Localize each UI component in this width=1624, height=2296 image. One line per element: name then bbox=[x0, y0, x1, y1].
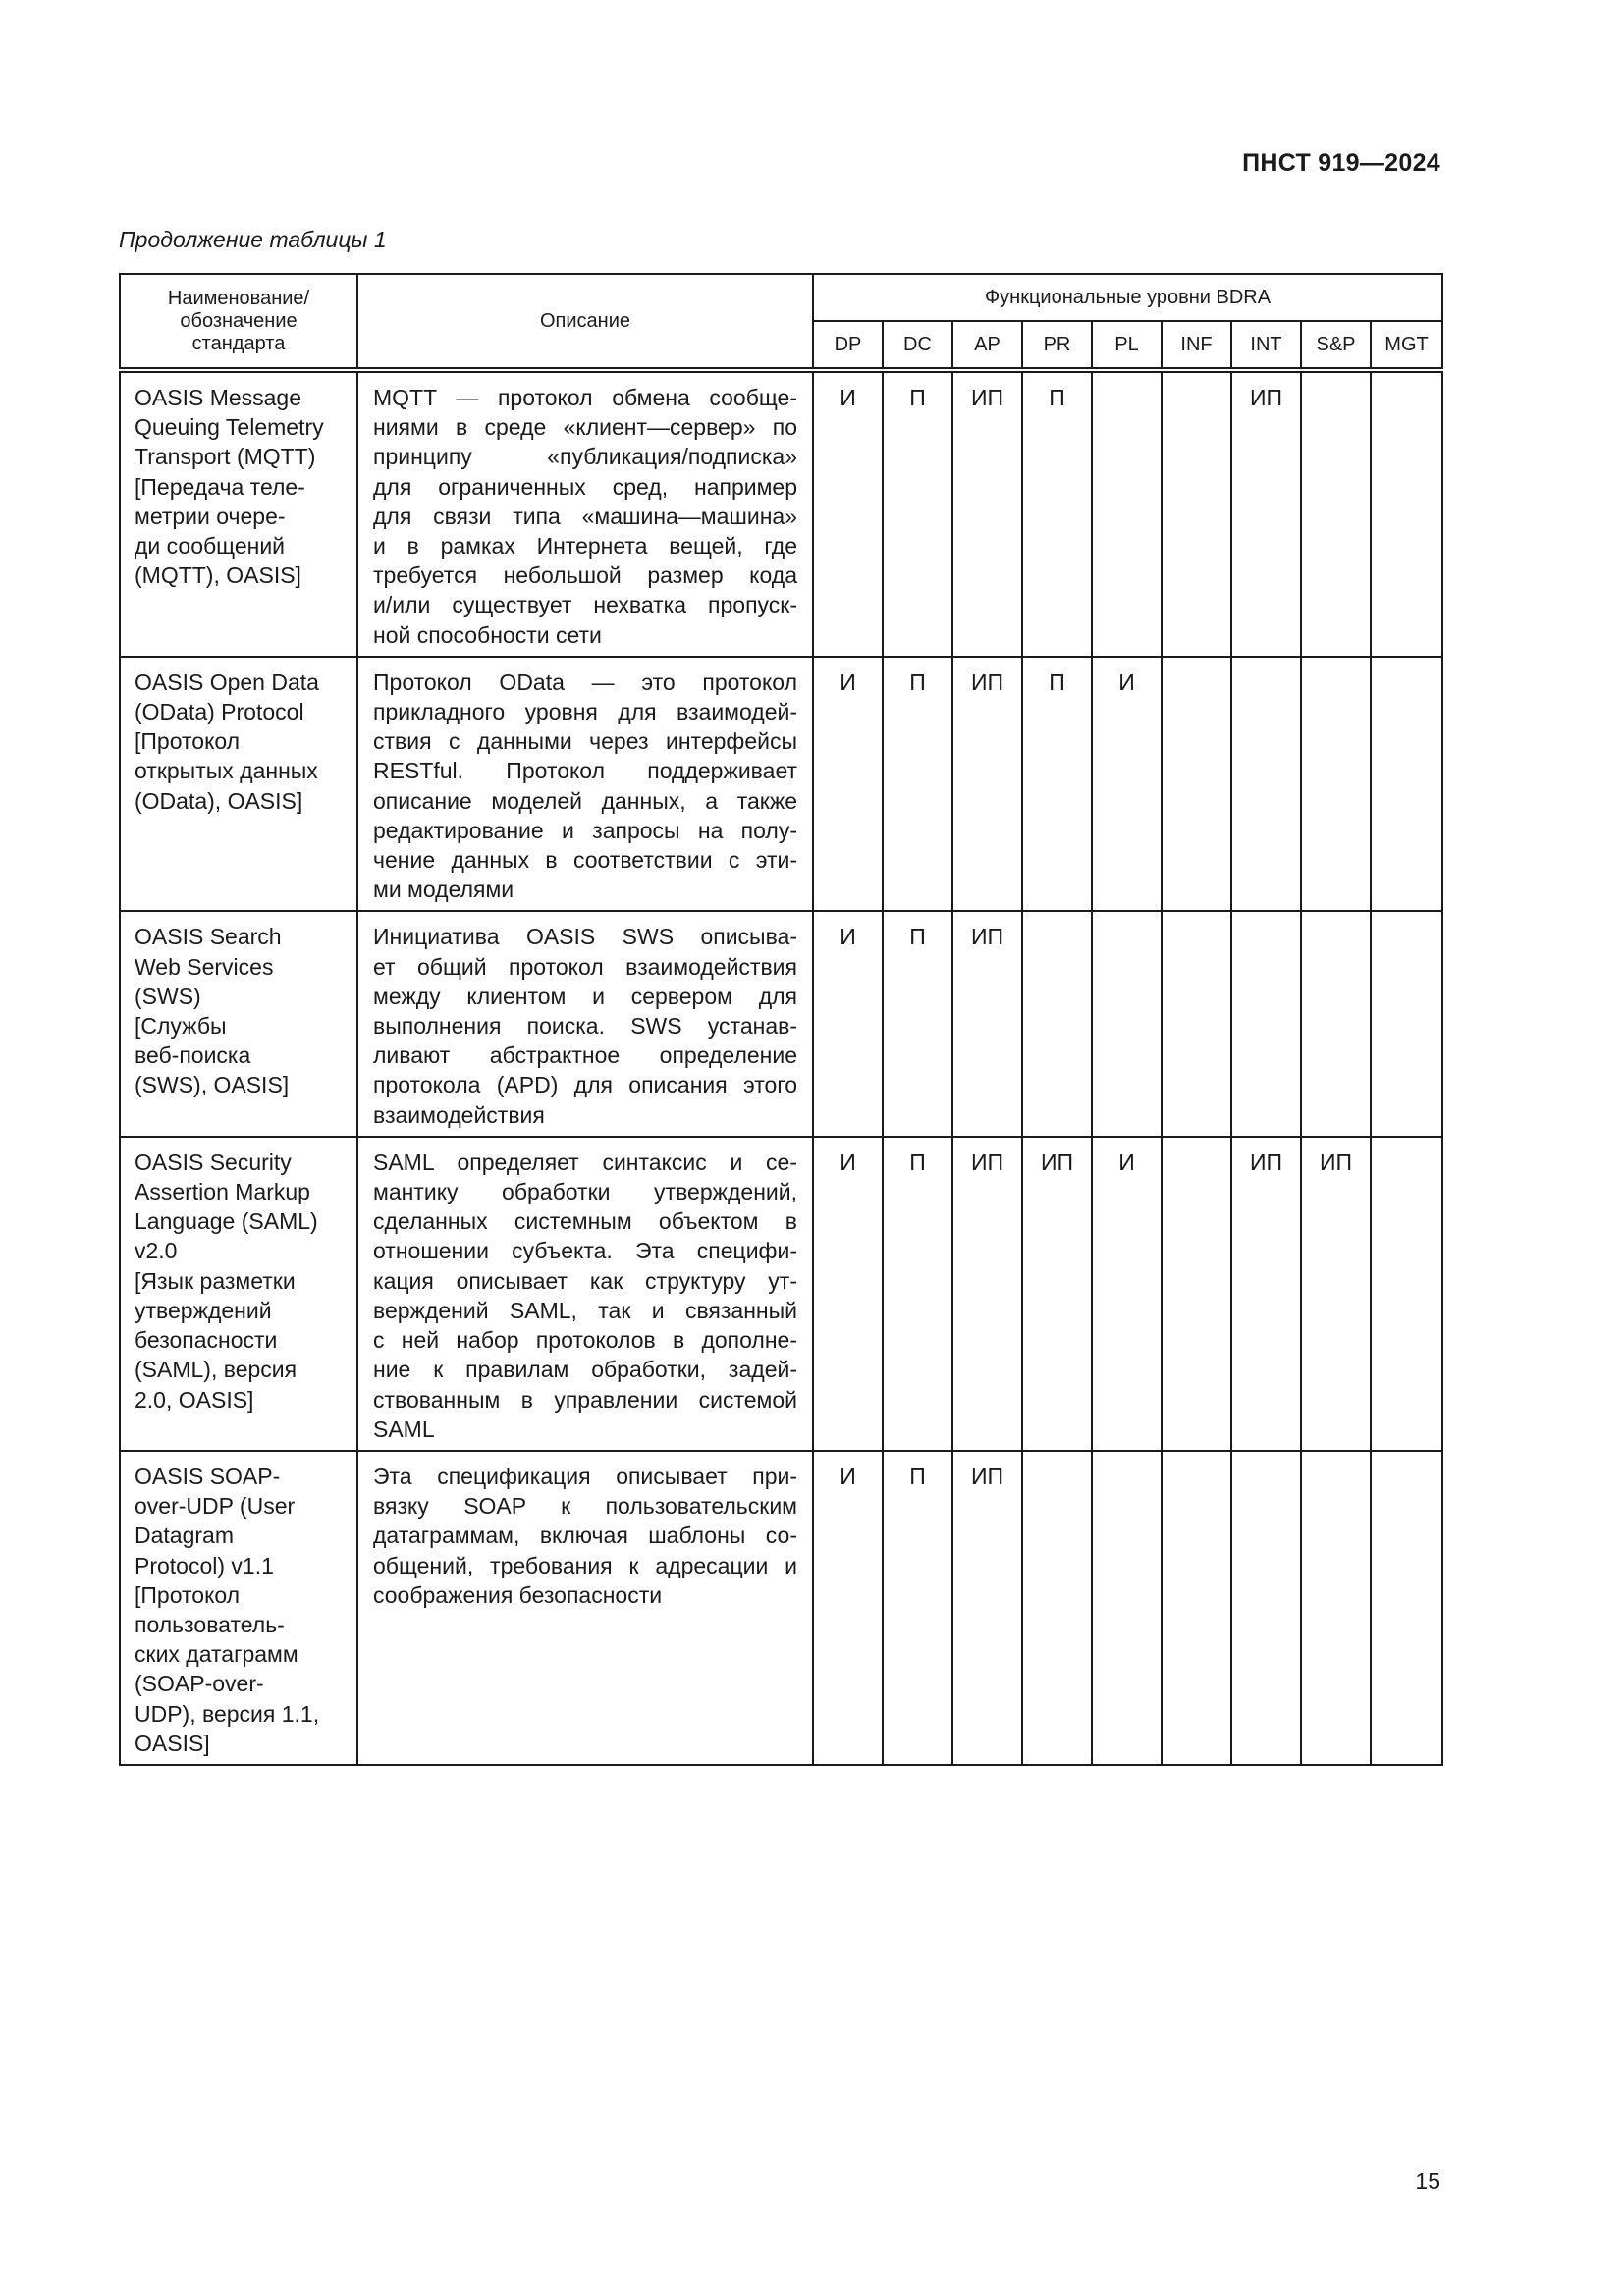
page-number: 15 bbox=[1415, 2168, 1440, 2194]
description-line: SAML определяет синтаксис и се- bbox=[373, 1148, 797, 1175]
standard-name-line: UDP), версия 1.1, bbox=[135, 1700, 320, 1727]
table-row bbox=[120, 657, 1442, 912]
level-cell-pr bbox=[1022, 911, 1092, 1136]
standard-name-line: [Службы bbox=[135, 1013, 227, 1040]
level-header-ap: AP bbox=[952, 321, 1022, 370]
level-cell-mgt bbox=[1371, 657, 1442, 912]
description-line: соображения безопасности bbox=[373, 1581, 663, 1608]
description-line: вязку SOAP к пользовательским bbox=[373, 1493, 797, 1520]
description-line: Инициатива OASIS SWS описыва- bbox=[373, 924, 797, 950]
level-cell-mgt bbox=[1371, 370, 1442, 657]
level-header-int: INT bbox=[1231, 321, 1301, 370]
standard-name-cell bbox=[120, 1137, 357, 1451]
level-header-sp: S&P bbox=[1301, 321, 1371, 370]
description-line: чение данных в соответствии с эти- bbox=[373, 847, 797, 874]
level-cell-dp: И bbox=[813, 1137, 883, 1451]
description-line: SAML bbox=[373, 1415, 435, 1442]
description-line: ной способности сети bbox=[373, 621, 602, 648]
level-cell-pr: П bbox=[1022, 370, 1092, 657]
level-header-mgt: MGT bbox=[1371, 321, 1442, 370]
description-line: и в рамках Интернета вещей, где bbox=[373, 533, 797, 560]
level-header-dc: DC bbox=[883, 321, 952, 370]
description-line: прикладного уровня для взаимодей- bbox=[373, 699, 797, 725]
standard-name-line: утверждений bbox=[135, 1297, 272, 1323]
level-header-dp: DP bbox=[813, 321, 883, 370]
standard-name-line: пользователь- bbox=[135, 1611, 285, 1637]
standard-name-line: (SOAP-over- bbox=[135, 1671, 264, 1697]
level-cell-sp bbox=[1301, 1451, 1371, 1765]
level-cell-int bbox=[1231, 1451, 1301, 1765]
standard-name-line: OASIS] bbox=[135, 1730, 210, 1756]
description-line: общений, требования к адресации и bbox=[373, 1552, 797, 1578]
level-cell-inf bbox=[1162, 370, 1231, 657]
description-line: ствия с данными через интерфейсы bbox=[373, 728, 797, 755]
standard-name-line: метрии очере- bbox=[135, 503, 286, 529]
standard-name-line: [Протокол bbox=[135, 728, 241, 755]
level-cell-mgt bbox=[1371, 1137, 1442, 1451]
description-line: верждений SAML, так и связанный bbox=[373, 1297, 797, 1323]
description-cell bbox=[357, 1137, 813, 1451]
level-header-pl: PL bbox=[1092, 321, 1162, 370]
standard-name-line: (SWS), OASIS] bbox=[135, 1072, 290, 1098]
level-cell-pl: И bbox=[1092, 1137, 1162, 1451]
description-line: и/или существует нехватка пропуск- bbox=[373, 592, 797, 618]
description-cell bbox=[357, 1451, 813, 1765]
description-line: для связи типа «машина—машина» bbox=[373, 503, 797, 529]
standard-name-line: OASIS Message bbox=[135, 385, 302, 410]
standard-name-line: (SAML), версия bbox=[135, 1357, 298, 1383]
column-group-header-levels: Функциональные уровни BDRA bbox=[813, 274, 1442, 321]
standard-name-line: OASIS SOAP- bbox=[135, 1463, 281, 1489]
level-cell-inf bbox=[1162, 1451, 1231, 1765]
standard-name-cell bbox=[120, 911, 357, 1136]
standard-name-line: v2.0 bbox=[135, 1238, 178, 1264]
standard-name-line: открытых данных bbox=[135, 758, 318, 784]
standard-name-line: безопасности bbox=[135, 1327, 278, 1354]
table-row bbox=[120, 1451, 1442, 1765]
column-header-name: Наименование/ обозначение стандарта bbox=[120, 274, 357, 370]
level-cell-pl bbox=[1092, 911, 1162, 1136]
level-cell-ap: ИП bbox=[952, 911, 1022, 1136]
standard-name-line: [Передача теле- bbox=[135, 473, 305, 500]
table-row bbox=[120, 370, 1442, 657]
table-row bbox=[120, 911, 1442, 1136]
standard-name-line: (OData), OASIS] bbox=[135, 787, 303, 814]
level-cell-inf bbox=[1162, 911, 1231, 1136]
level-cell-sp: ИП bbox=[1301, 1137, 1371, 1451]
level-cell-int: ИП bbox=[1231, 370, 1301, 657]
level-cell-pl bbox=[1092, 1451, 1162, 1765]
level-cell-inf bbox=[1162, 657, 1231, 912]
standard-name-line: OASIS Search bbox=[135, 924, 282, 950]
description-line: ливают абстрактное определение bbox=[373, 1042, 797, 1069]
standard-name-line: ди сообщений bbox=[135, 533, 286, 560]
description-line: между клиентом и сервером для bbox=[373, 983, 797, 1009]
description-line: RESTful. Протокол поддерживает bbox=[373, 758, 797, 784]
description-line: Эта спецификация описывает при- bbox=[373, 1463, 797, 1489]
description-line: сделанных системным объектом в bbox=[373, 1208, 797, 1235]
level-cell-ap: ИП bbox=[952, 657, 1022, 912]
description-line: протокола (APD) для описания этого bbox=[373, 1072, 797, 1098]
standard-name-line: (MQTT), OASIS] bbox=[135, 562, 301, 589]
description-line: датаграммам, включая шаблоны со- bbox=[373, 1522, 797, 1549]
level-cell-pr: ИП bbox=[1022, 1137, 1092, 1451]
document-code: ПНСТ 919—2024 bbox=[1242, 149, 1440, 177]
description-line: взаимодействия bbox=[373, 1101, 545, 1128]
standard-name-line: 2.0, OASIS] bbox=[135, 1386, 254, 1413]
level-cell-dc: П bbox=[883, 1137, 952, 1451]
table-caption: Продолжение таблицы 1 bbox=[119, 227, 387, 252]
standard-name-line: Queuing Telemetry bbox=[135, 414, 324, 441]
level-cell-pl bbox=[1092, 370, 1162, 657]
description-line: редактирование и запросы на полу- bbox=[373, 817, 797, 843]
standard-name-cell bbox=[120, 370, 357, 657]
standard-name-line: over-UDP (User bbox=[135, 1493, 296, 1520]
standard-name-line: Language (SAML) bbox=[135, 1208, 318, 1235]
description-line: ствованным в управлении системой bbox=[373, 1386, 797, 1413]
standard-name-line: Protocol) v1.1 bbox=[135, 1552, 274, 1578]
level-cell-dp: И bbox=[813, 1451, 883, 1765]
level-cell-int: ИП bbox=[1231, 1137, 1301, 1451]
level-cell-inf bbox=[1162, 1137, 1231, 1451]
standard-name-line: [Язык разметки bbox=[135, 1267, 296, 1294]
standard-name-line: Transport (MQTT) bbox=[135, 444, 316, 470]
description-line: для ограниченных сред, например bbox=[373, 473, 797, 500]
level-cell-dc: П bbox=[883, 911, 952, 1136]
level-cell-sp bbox=[1301, 911, 1371, 1136]
level-cell-pl: И bbox=[1092, 657, 1162, 912]
standard-name-line: ских датаграмм bbox=[135, 1641, 298, 1668]
standard-name-line: OASIS Security bbox=[135, 1148, 292, 1175]
description-line: отношении субъекта. Эта специфи- bbox=[373, 1238, 797, 1264]
level-header-inf: INF bbox=[1162, 321, 1231, 370]
description-line: ние к правилам обработки, задей- bbox=[373, 1357, 797, 1383]
level-cell-dc: П bbox=[883, 1451, 952, 1765]
table-row bbox=[120, 1137, 1442, 1451]
description-line: с ней набор протоколов в дополне- bbox=[373, 1327, 797, 1354]
standard-name-line: (SWS) bbox=[135, 983, 201, 1009]
standard-name-line: Web Services bbox=[135, 953, 274, 980]
description-line: принципу «публикация/подписка» bbox=[373, 444, 797, 470]
standard-name-line: OASIS Open Data bbox=[135, 668, 319, 695]
table-body bbox=[120, 370, 1442, 1765]
table-header bbox=[120, 274, 1442, 370]
level-cell-pr: П bbox=[1022, 657, 1092, 912]
level-cell-ap: ИП bbox=[952, 1451, 1022, 1765]
level-cell-ap: ИП bbox=[952, 1137, 1022, 1451]
level-cell-dp: И bbox=[813, 657, 883, 912]
level-cell-dc: П bbox=[883, 370, 952, 657]
description-line: ет общий протокол взаимодействия bbox=[373, 953, 797, 980]
standard-name-line: веб-поиска bbox=[135, 1042, 251, 1069]
level-cell-mgt bbox=[1371, 1451, 1442, 1765]
level-cell-pr bbox=[1022, 1451, 1092, 1765]
description-line: ниями в среде «клиент—сервер» по bbox=[373, 414, 797, 441]
standard-name-cell bbox=[120, 657, 357, 912]
description-cell bbox=[357, 911, 813, 1136]
level-cell-dc: П bbox=[883, 657, 952, 912]
standard-name-line: Assertion Markup bbox=[135, 1179, 310, 1205]
standard-name-line: (OData) Protocol bbox=[135, 699, 304, 725]
description-line: требуется небольшой размер кода bbox=[373, 562, 797, 589]
standard-name-line: Datagram bbox=[135, 1522, 234, 1549]
description-line: выполнения поиска. SWS устанав- bbox=[373, 1013, 797, 1040]
description-line: мантику обработки утверждений, bbox=[373, 1179, 797, 1205]
level-cell-sp bbox=[1301, 370, 1371, 657]
description-line: Протокол OData — это протокол bbox=[373, 668, 797, 695]
description-line: ми моделями bbox=[373, 877, 514, 903]
column-header-description: Описание bbox=[357, 274, 813, 370]
level-header-pr: PR bbox=[1022, 321, 1092, 370]
level-cell-dp: И bbox=[813, 911, 883, 1136]
level-cell-int bbox=[1231, 911, 1301, 1136]
description-cell bbox=[357, 657, 813, 912]
level-cell-dp: И bbox=[813, 370, 883, 657]
level-cell-int bbox=[1231, 657, 1301, 912]
standard-name-line: [Протокол bbox=[135, 1581, 241, 1608]
description-cell bbox=[357, 370, 813, 657]
level-cell-ap: ИП bbox=[952, 370, 1022, 657]
standards-table bbox=[119, 273, 1443, 1766]
standard-name-cell bbox=[120, 1451, 357, 1765]
level-cell-mgt bbox=[1371, 911, 1442, 1136]
level-cell-sp bbox=[1301, 657, 1371, 912]
description-line: кация описывает как структуру ут- bbox=[373, 1267, 797, 1294]
description-line: MQTT — протокол обмена сообще- bbox=[373, 385, 797, 410]
description-line: описание моделей данных, а также bbox=[373, 787, 797, 814]
